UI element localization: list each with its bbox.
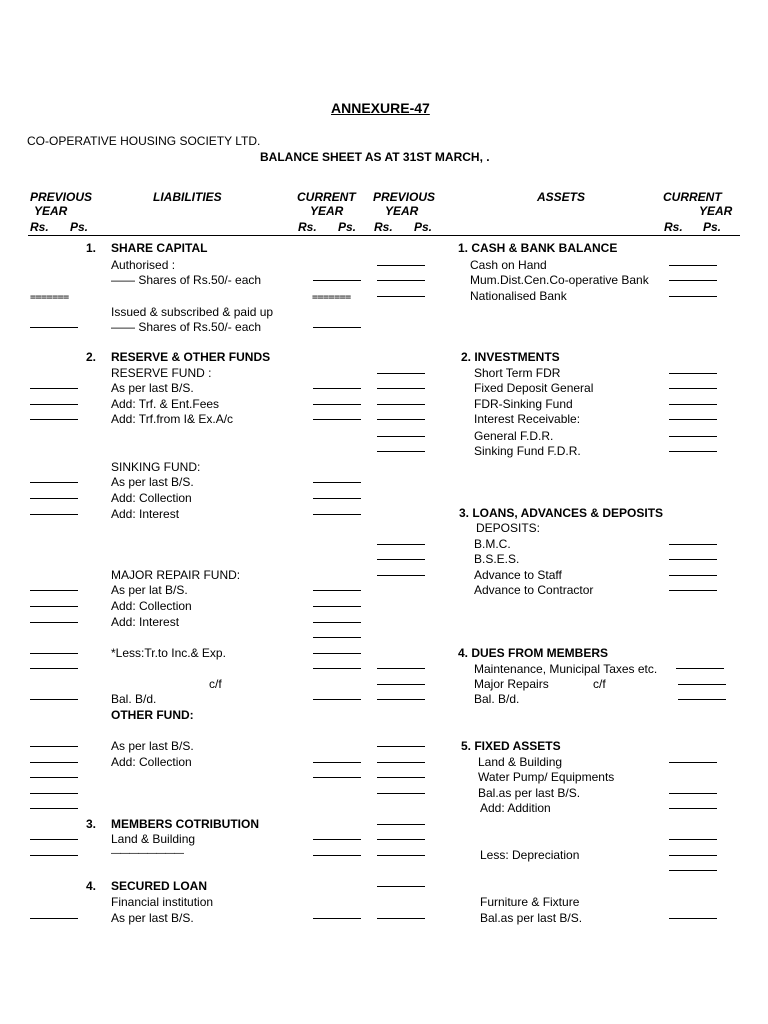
- amount-line: [313, 637, 361, 638]
- amount-line: [669, 419, 717, 420]
- amount-line: [30, 855, 78, 856]
- header-year-assets-prev: YEAR: [385, 204, 419, 218]
- advance-contractor: Advance to Contractor: [474, 583, 594, 597]
- amount-line: [377, 839, 425, 840]
- amount-line: [377, 404, 425, 405]
- amount-line: [30, 699, 78, 700]
- amount-line: [313, 404, 361, 405]
- mr-collection: Add: Collection: [111, 599, 192, 613]
- header-rs-4: Rs.: [664, 220, 683, 234]
- major-repairs: Major Repairs: [474, 677, 549, 691]
- amount-line: [30, 668, 78, 669]
- sl-financial-institution: Financial institution: [111, 895, 214, 909]
- header-liabilities: LIABILITIES: [153, 190, 222, 204]
- amount-line: [313, 419, 361, 420]
- authorised-label: Authorised :: [111, 258, 176, 272]
- amount-line: [669, 404, 717, 405]
- amount-line: [313, 839, 361, 840]
- amount-line: [377, 824, 425, 825]
- amount-line: [313, 653, 361, 654]
- amount-line: [669, 918, 717, 919]
- amount-line: [669, 388, 717, 389]
- amount-line: [30, 653, 78, 654]
- header-rs-2: Rs.: [298, 220, 317, 234]
- members-contribution-heading: MEMBERS COTRIBUTION: [111, 817, 259, 831]
- amount-line: [377, 451, 425, 452]
- cash-bank-heading: 1. CASH & BANK BALANCE: [458, 241, 618, 255]
- amount-line: [678, 699, 726, 700]
- fu-bal-last-bs: Bal.as per last B/S.: [480, 911, 583, 925]
- sf-interest: Add: Interest: [111, 507, 180, 521]
- amount-line: [669, 436, 717, 437]
- fdr-sinking-fund: FDR-Sinking Fund: [474, 397, 573, 411]
- bmc: B.M.C.: [474, 537, 511, 551]
- amount-line: [30, 482, 78, 483]
- header-previous-year-liab: PREVIOUS: [30, 190, 93, 204]
- amount-line: [313, 762, 361, 763]
- liab-num-2: 2.: [86, 350, 97, 364]
- mr-interest: Add: Interest: [111, 615, 180, 629]
- amount-line: [669, 870, 717, 871]
- amount-line: [669, 793, 717, 794]
- amount-line: [676, 668, 724, 669]
- amount-line: [30, 622, 78, 623]
- fixed-assets-heading: 5. FIXED ASSETS: [461, 739, 561, 753]
- header-year-liab-curr: YEAR: [310, 204, 344, 218]
- amount-line: [377, 855, 425, 856]
- annexure-title: ANNEXURE-47: [331, 100, 430, 116]
- amount-line: [30, 762, 78, 763]
- amount-line: [377, 777, 425, 778]
- mc-land-building: Land & Building: [111, 832, 196, 846]
- sf-collection: Add: Collection: [111, 491, 192, 505]
- share-capital-heading: SHARE CAPITAL: [111, 241, 208, 255]
- header-divider: [28, 235, 740, 236]
- amount-line: [30, 327, 78, 328]
- fixed-deposit-general: Fixed Deposit General: [474, 381, 594, 395]
- header-current-assets: CURRENT: [663, 190, 722, 204]
- interest-receivable: Interest Receivable:: [474, 412, 581, 426]
- dues-cf: c/f: [593, 677, 606, 691]
- amount-line: [669, 839, 717, 840]
- advance-staff: Advance to Staff: [474, 568, 562, 582]
- amount-line: [313, 280, 361, 281]
- amount-line: [669, 280, 717, 281]
- reserve-heading: RESERVE & OTHER FUNDS: [111, 350, 271, 364]
- rf-last-bs: As per last B/S.: [111, 381, 194, 395]
- amount-line: [30, 388, 78, 389]
- dues-balance-bd: Bal. B/d.: [474, 692, 520, 706]
- amount-line: [377, 762, 425, 763]
- short-term-fdr: Short Term FDR: [474, 366, 561, 380]
- investments-heading: 2. INVESTMENTS: [461, 350, 560, 364]
- amount-line: [377, 699, 425, 700]
- rf-add-fees: Add: Trf. & Ent.Fees: [111, 397, 220, 411]
- amount-line: [377, 388, 425, 389]
- fa-bal-last-bs: Bal.as per last B/S.: [478, 786, 581, 800]
- amount-line: [313, 498, 361, 499]
- sinking-fund-label: SINKING FUND:: [111, 460, 201, 474]
- society-name: CO-OPERATIVE HOUSING SOCIETY LTD.: [27, 134, 261, 148]
- sinking-fund-fdr: Sinking Fund F.D.R.: [474, 444, 581, 458]
- header-ps-3: Ps.: [414, 220, 433, 234]
- fa-land-building: Land & Building: [478, 755, 563, 769]
- amount-line: [30, 419, 78, 420]
- amount-line: [377, 559, 425, 560]
- mr-last-bs: As per lat B/S.: [111, 583, 188, 597]
- amount-line: [313, 622, 361, 623]
- header-ps-2: Ps.: [338, 220, 357, 234]
- amount-line: [313, 777, 361, 778]
- mr-cf: c/f: [209, 677, 222, 691]
- amount-line: [377, 373, 425, 374]
- header-year-liab-prev: YEAR: [34, 204, 68, 218]
- amount-line: [377, 296, 425, 297]
- double-underline-prev: =======: [30, 292, 69, 303]
- amount-line: [30, 590, 78, 591]
- header-previous-year-assets: PREVIOUS: [373, 190, 436, 204]
- amount-line: [30, 498, 78, 499]
- amount-line: [30, 839, 78, 840]
- amount-line: [669, 762, 717, 763]
- bses: B.S.E.S.: [474, 552, 520, 566]
- amount-line: [377, 280, 425, 281]
- header-year-assets-curr: YEAR: [699, 204, 733, 218]
- amount-line: [377, 793, 425, 794]
- sl-last-bs: As per last B/S.: [111, 911, 194, 925]
- major-repair-label: MAJOR REPAIR FUND:: [111, 568, 241, 582]
- maintenance-taxes: Maintenance, Municipal Taxes etc.: [474, 662, 658, 676]
- secured-loan-heading: SECURED LOAN: [111, 879, 208, 893]
- fa-add-addition: Add: Addition: [480, 801, 551, 815]
- amount-line: [669, 373, 717, 374]
- other-fund-label: OTHER FUND:: [111, 708, 194, 722]
- nationalised-bank: Nationalised Bank: [470, 289, 567, 303]
- cash-on-hand: Cash on Hand: [470, 258, 547, 272]
- water-pump: Water Pump/ Equipments: [478, 770, 615, 784]
- amount-line: [377, 746, 425, 747]
- amount-line: [669, 544, 717, 545]
- amount-line: [669, 559, 717, 560]
- amount-line: [30, 606, 78, 607]
- mum-dist-bank: Mum.Dist.Cen.Co-operative Bank: [470, 273, 649, 287]
- authorised-shares: —— Shares of Rs.50/- each: [111, 273, 262, 287]
- amount-line: [669, 590, 717, 591]
- header-rs-3: Rs.: [374, 220, 393, 234]
- amount-line: [30, 514, 78, 515]
- amount-line: [669, 575, 717, 576]
- amount-line: [313, 918, 361, 919]
- amount-line: [669, 808, 717, 809]
- general-fdr: General F.D.R.: [474, 429, 554, 443]
- amount-line: [377, 575, 425, 576]
- liab-num-1: 1.: [86, 241, 97, 255]
- amount-line: [377, 684, 425, 685]
- header-ps-1: Ps.: [70, 220, 89, 234]
- loans-heading: 3. LOANS, ADVANCES & DEPOSITS: [459, 506, 664, 520]
- amount-line: [313, 606, 361, 607]
- amount-line: [669, 265, 717, 266]
- issued-shares: —— Shares of Rs.50/- each: [111, 320, 262, 334]
- issued-label: Issued & subscribed & paid up: [111, 305, 274, 319]
- amount-line: [30, 746, 78, 747]
- balance-sheet-title: BALANCE SHEET AS AT 31ST MARCH, .: [260, 150, 490, 164]
- liab-num-4: 4.: [86, 879, 97, 893]
- dues-heading: 4. DUES FROM MEMBERS: [458, 646, 609, 660]
- fa-less-depreciation: Less: Depreciation: [480, 848, 580, 862]
- amount-line: [30, 404, 78, 405]
- amount-line: [678, 684, 726, 685]
- sf-last-bs: As per last B/S.: [111, 475, 194, 489]
- of-collection: Add: Collection: [111, 755, 192, 769]
- mr-balance-bd: Bal. B/d.: [111, 692, 157, 706]
- amount-line: [313, 590, 361, 591]
- amount-line: [313, 482, 361, 483]
- mc-blank-line: ————————: [111, 848, 183, 859]
- amount-line: [313, 327, 361, 328]
- amount-line: [377, 419, 425, 420]
- of-last-bs: As per last B/S.: [111, 739, 194, 753]
- amount-line: [669, 451, 717, 452]
- amount-line: [377, 668, 425, 669]
- amount-line: [30, 777, 78, 778]
- amount-line: [669, 855, 717, 856]
- liab-num-3: 3.: [86, 817, 97, 831]
- header-assets: ASSETS: [537, 190, 586, 204]
- amount-line: [313, 855, 361, 856]
- rf-add-trf: Add: Trf.from I& Ex.A/c: [111, 412, 234, 426]
- amount-line: [313, 388, 361, 389]
- reserve-fund-label: RESERVE FUND :: [111, 366, 212, 380]
- double-underline-curr: =======: [312, 292, 351, 303]
- amount-line: [377, 886, 425, 887]
- header-current-liab: CURRENT: [297, 190, 356, 204]
- amount-line: [669, 296, 717, 297]
- header-rs-1: Rs.: [30, 220, 49, 234]
- amount-line: [313, 699, 361, 700]
- furniture-fixture: Furniture & Fixture: [480, 895, 580, 909]
- header-ps-4: Ps.: [703, 220, 722, 234]
- amount-line: [30, 793, 78, 794]
- amount-line: [30, 918, 78, 919]
- mr-less-transfer: *Less:Tr.to Inc.& Exp.: [111, 646, 226, 660]
- deposits-label: DEPOSITS:: [476, 521, 541, 535]
- amount-line: [313, 668, 361, 669]
- amount-line: [377, 265, 425, 266]
- amount-line: [313, 514, 361, 515]
- amount-line: [377, 918, 425, 919]
- amount-line: [377, 544, 425, 545]
- amount-line: [30, 808, 78, 809]
- amount-line: [377, 436, 425, 437]
